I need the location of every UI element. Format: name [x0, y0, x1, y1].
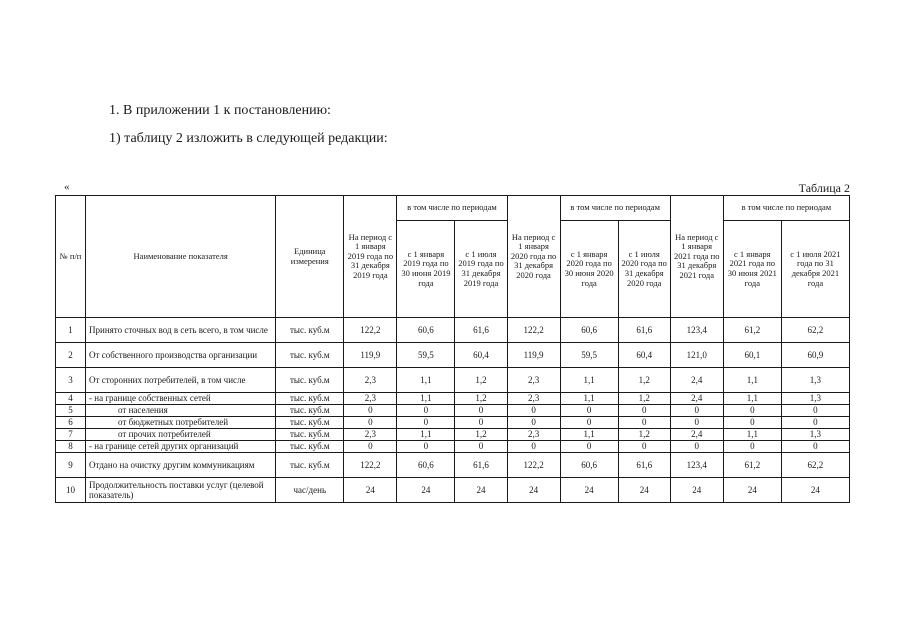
- value-cell: 1,2: [618, 368, 670, 393]
- value-cell: 2,4: [670, 368, 723, 393]
- value-cell: 24: [618, 478, 670, 503]
- value-cell: 61,6: [455, 453, 507, 478]
- value-cell: 0: [670, 441, 723, 453]
- value-cell: 59,5: [397, 343, 455, 368]
- value-cell: 60,6: [560, 453, 618, 478]
- unit-cell: тыс. куб.м: [276, 343, 344, 368]
- unit-cell: тыс. куб.м: [276, 441, 344, 453]
- indicator-name: От сторонних потребителей, в том числе: [86, 368, 276, 393]
- value-cell: 0: [455, 417, 507, 429]
- value-cell: 62,2: [781, 318, 849, 343]
- value-cell: 1,2: [455, 368, 507, 393]
- value-cell: 24: [670, 478, 723, 503]
- value-cell: 0: [397, 417, 455, 429]
- value-cell: 2,3: [344, 393, 397, 405]
- value-cell: 123,4: [670, 318, 723, 343]
- table-header-row: [56, 196, 850, 221]
- value-cell: 0: [455, 405, 507, 417]
- value-cell: 0: [670, 405, 723, 417]
- table-row: [56, 368, 850, 393]
- value-cell: 62,2: [781, 453, 849, 478]
- value-cell: 2,3: [507, 368, 560, 393]
- value-cell: 1,1: [560, 429, 618, 441]
- value-cell: 123,4: [670, 453, 723, 478]
- header-subperiods-2019: в том числе по периодам: [397, 196, 507, 221]
- table-row: [56, 429, 850, 441]
- value-cell: 1,3: [781, 393, 849, 405]
- value-cell: 60,4: [618, 343, 670, 368]
- value-cell: 0: [723, 417, 781, 429]
- table-row: [56, 417, 850, 429]
- value-cell: 122,2: [507, 318, 560, 343]
- value-cell: 0: [618, 441, 670, 453]
- table-row: [56, 343, 850, 368]
- header-h1-2021: с 1 января 2021 года по 30 июня 2021 года: [723, 221, 781, 318]
- unit-cell: тыс. куб.м: [276, 368, 344, 393]
- value-cell: 61,6: [618, 318, 670, 343]
- value-cell: 60,6: [397, 318, 455, 343]
- header-period-2021: На период с 1 января 2021 года по 31 декабря 2021 года: [670, 196, 723, 318]
- value-cell: 61,6: [455, 318, 507, 343]
- row-number: 8: [56, 441, 86, 453]
- value-cell: 61,6: [618, 453, 670, 478]
- table-row: [56, 318, 850, 343]
- value-cell: 59,5: [560, 343, 618, 368]
- value-cell: 122,2: [344, 453, 397, 478]
- table-row: [56, 478, 850, 503]
- row-number: 1: [56, 318, 86, 343]
- header-h2-2020: с 1 июля 2020 года по 31 декабря 2020 года: [618, 221, 670, 318]
- value-cell: 1,2: [618, 429, 670, 441]
- value-cell: 60,9: [781, 343, 849, 368]
- value-cell: 0: [618, 417, 670, 429]
- unit-cell: тыс. куб.м: [276, 405, 344, 417]
- header-h1-2019: с 1 января 2019 года по 30 июня 2019 года: [397, 221, 455, 318]
- value-cell: 0: [397, 441, 455, 453]
- row-number: 7: [56, 429, 86, 441]
- value-cell: 2,4: [670, 393, 723, 405]
- value-cell: 2,3: [507, 429, 560, 441]
- value-cell: 119,9: [344, 343, 397, 368]
- table-caption: Таблица 2: [798, 181, 850, 195]
- indicator-name: от прочих потребителей: [86, 429, 276, 441]
- header-subperiods-2021: в том числе по периодам: [723, 196, 849, 221]
- value-cell: 2,4: [670, 429, 723, 441]
- value-cell: 0: [560, 441, 618, 453]
- value-cell: 1,2: [455, 393, 507, 405]
- value-cell: 24: [507, 478, 560, 503]
- header-h2-2021: с 1 июля 2021 года по 31 декабря 2021 года: [781, 221, 849, 318]
- header-period-2020: На период с 1 января 2020 года по 31 декабря 2020 года: [507, 196, 560, 318]
- row-number: 3: [56, 368, 86, 393]
- value-cell: 1,2: [618, 393, 670, 405]
- value-cell: 0: [723, 405, 781, 417]
- indicator-name: от населения: [86, 405, 276, 417]
- value-cell: 1,1: [560, 368, 618, 393]
- value-cell: 1,1: [397, 393, 455, 405]
- value-cell: 1,1: [723, 429, 781, 441]
- value-cell: 60,4: [455, 343, 507, 368]
- value-cell: 2,3: [507, 393, 560, 405]
- value-cell: 1,1: [560, 393, 618, 405]
- row-number: 9: [56, 453, 86, 478]
- value-cell: 0: [507, 405, 560, 417]
- value-cell: 0: [781, 417, 849, 429]
- value-cell: 1,1: [723, 368, 781, 393]
- paragraph-subpoint-1: 1) таблицу 2 изложить в следующей редакции:: [109, 131, 388, 146]
- header-subperiods-2020: в том числе по периодам: [560, 196, 670, 221]
- unit-cell: тыс. куб.м: [276, 417, 344, 429]
- value-cell: 0: [560, 405, 618, 417]
- value-cell: 0: [344, 417, 397, 429]
- value-cell: 1,1: [397, 429, 455, 441]
- table-row: [56, 405, 850, 417]
- value-cell: 1,3: [781, 368, 849, 393]
- header-row-number: № п/п: [56, 196, 86, 318]
- value-cell: 0: [507, 441, 560, 453]
- paragraph-point-1: 1. В приложении 1 к постановлению:: [109, 103, 331, 118]
- value-cell: 1,2: [455, 429, 507, 441]
- value-cell: 60,1: [723, 343, 781, 368]
- value-cell: 0: [670, 417, 723, 429]
- value-cell: 2,3: [344, 368, 397, 393]
- value-cell: 24: [455, 478, 507, 503]
- indicator-name: от бюджетных потребителей: [86, 417, 276, 429]
- value-cell: 121,0: [670, 343, 723, 368]
- header-unit: Единица измерения: [276, 196, 344, 318]
- value-cell: 1,3: [781, 429, 849, 441]
- row-number: 5: [56, 405, 86, 417]
- value-cell: 24: [344, 478, 397, 503]
- indicator-name: - на границе сетей других организаций: [86, 441, 276, 453]
- value-cell: 0: [397, 405, 455, 417]
- value-cell: 0: [723, 441, 781, 453]
- indicator-name: От собственного производства организации: [86, 343, 276, 368]
- value-cell: 0: [344, 441, 397, 453]
- value-cell: 24: [781, 478, 849, 503]
- unit-cell: тыс. куб.м: [276, 393, 344, 405]
- header-h2-2019: с 1 июля 2019 года по 31 декабря 2019 года: [455, 221, 507, 318]
- value-cell: 0: [560, 417, 618, 429]
- value-cell: 24: [560, 478, 618, 503]
- indicator-name: Продолжительность поставки услуг (целевой показатель): [86, 478, 276, 503]
- indicators-table: [55, 195, 850, 503]
- value-cell: 24: [723, 478, 781, 503]
- value-cell: 1,1: [723, 393, 781, 405]
- row-number: 10: [56, 478, 86, 503]
- unit-cell: тыс. куб.м: [276, 453, 344, 478]
- value-cell: 2,3: [344, 429, 397, 441]
- value-cell: 24: [397, 478, 455, 503]
- indicator-name: Отдано на очистку другим коммуникациям: [86, 453, 276, 478]
- unit-cell: тыс. куб.м: [276, 429, 344, 441]
- value-cell: 0: [781, 405, 849, 417]
- table-row: [56, 453, 850, 478]
- indicator-name: - на границе собственных сетей: [86, 393, 276, 405]
- value-cell: 60,6: [560, 318, 618, 343]
- unit-cell: час/день: [276, 478, 344, 503]
- value-cell: 119,9: [507, 343, 560, 368]
- header-period-2019: На период с 1 января 2019 года по 31 декабря 2019 года: [344, 196, 397, 318]
- header-indicator-name: Наименование показателя: [86, 196, 276, 318]
- indicator-name: Принято сточных вод в сеть всего, в том числе: [86, 318, 276, 343]
- value-cell: 0: [781, 441, 849, 453]
- opening-quote-mark: «: [64, 181, 70, 193]
- value-cell: 61,2: [723, 453, 781, 478]
- table-row: [56, 393, 850, 405]
- value-cell: 0: [344, 405, 397, 417]
- row-number: 2: [56, 343, 86, 368]
- value-cell: 122,2: [344, 318, 397, 343]
- row-number: 6: [56, 417, 86, 429]
- unit-cell: тыс. куб.м: [276, 318, 344, 343]
- value-cell: 0: [507, 417, 560, 429]
- table-row: [56, 441, 850, 453]
- header-h1-2020: с 1 января 2020 года по 30 июня 2020 года: [560, 221, 618, 318]
- value-cell: 0: [618, 405, 670, 417]
- value-cell: 0: [455, 441, 507, 453]
- value-cell: 61,2: [723, 318, 781, 343]
- value-cell: 1,1: [397, 368, 455, 393]
- row-number: 4: [56, 393, 86, 405]
- value-cell: 122,2: [507, 453, 560, 478]
- value-cell: 60,6: [397, 453, 455, 478]
